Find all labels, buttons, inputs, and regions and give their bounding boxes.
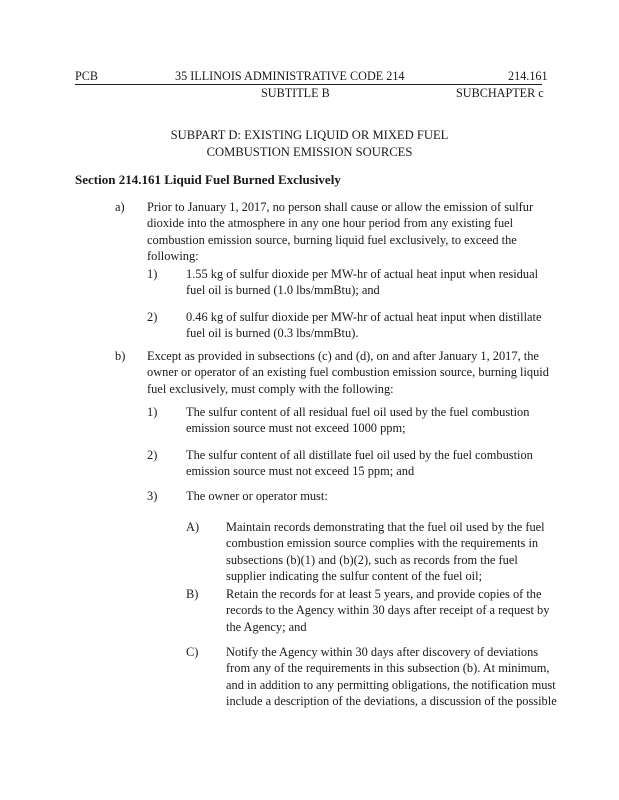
paragraph-label-a: a) — [115, 200, 125, 214]
item-b3 — [186, 488, 328, 504]
item-label-b1: 1) — [147, 405, 158, 419]
text-line: combustion emission source complies with the requirements in — [226, 536, 539, 551]
subitem-C — [226, 644, 557, 710]
item-label-a2: 2) — [147, 310, 158, 324]
header-code: 35 ILLINOIS ADMINISTRATIVE CODE 214 — [175, 69, 405, 83]
text-line: Retain the records for at least 5 years, and provide copies of the — [226, 587, 542, 601]
subitem-label-B: B) — [186, 587, 199, 601]
header-agency: PCB — [75, 69, 99, 83]
text-line: The sulfur content of all distillate fuel oil used by the fuel combustion — [186, 448, 533, 462]
text-line: the Agency; and — [226, 619, 307, 634]
text-line: emission source must not exceed 15 ppm; and — [186, 464, 415, 479]
header-subtitle: SUBTITLE B — [261, 86, 330, 100]
subitem-label-A: A) — [186, 520, 200, 534]
item-label-b2: 2) — [147, 448, 158, 462]
text-line: Except as provided in subsections (c) and (d), on and after January 1, 2017, the — [147, 349, 539, 363]
text-line: records to the Agency within 30 days after receipt of a request by — [226, 603, 550, 618]
item-label-b3: 3) — [147, 489, 158, 503]
section-heading: Section 214.161 Liquid Fuel Burned Exclusively — [75, 172, 341, 187]
text-line: include a description of the deviations, a discussion of the possible — [226, 694, 557, 709]
subitem-A — [226, 519, 545, 585]
header-subchapter: SUBCHAPTER c — [456, 86, 544, 100]
text-line: and in addition to any permitting obligations, the notification must — [226, 677, 556, 692]
subitem-label-C: C) — [186, 645, 199, 659]
text-line: supplier indicating the sulfur content of the fuel oil; — [226, 569, 483, 584]
paragraph-label-b: b) — [115, 349, 126, 363]
text-line: combustion emission source, burning liquid fuel exclusively, to exceed the — [147, 232, 517, 247]
subpart-title-line: SUBPART D: EXISTING LIQUID OR MIXED FUEL — [170, 128, 449, 142]
item-b2 — [186, 447, 533, 480]
text-line: dioxide into the atmosphere in any one hour period from any existing fuel — [147, 216, 514, 231]
paragraph-b — [147, 348, 549, 397]
item-b1 — [186, 404, 529, 437]
text-line: owner or operator of an existing fuel combustion emission source, burning liquid — [147, 365, 549, 380]
text-line: 0.46 kg of sulfur dioxide per MW-hr of actual heat input when distillate — [186, 310, 542, 324]
text-line: fuel oil is burned (0.3 lbs/mmBtu). — [186, 326, 359, 341]
text-line: emission source must not exceed 1000 ppm; — [186, 421, 406, 436]
text-line: Maintain records demonstrating that the fuel oil used by the fuel — [226, 520, 545, 534]
paragraph-a — [147, 199, 533, 265]
text-line: fuel exclusively, must comply with the following: — [147, 381, 394, 396]
text-line: fuel oil is burned (1.0 lbs/mmBtu); and — [186, 283, 380, 298]
header-rule — [75, 84, 542, 85]
text-line: The sulfur content of all residual fuel oil used by the fuel combustion — [186, 405, 530, 419]
text-line: Notify the Agency within 30 days after discovery of deviations — [226, 645, 539, 659]
text-line: following: — [147, 249, 199, 264]
header-section-number: 214.161 — [508, 69, 548, 83]
text-line: Prior to January 1, 2017, no person shall cause or allow the emission of sulfur — [147, 200, 534, 214]
subpart-title — [0, 127, 619, 161]
text-line: 1.55 kg of sulfur dioxide per MW-hr of actual heat input when residual — [186, 267, 539, 281]
item-label-a1: 1) — [147, 267, 158, 281]
subitem-B — [226, 586, 549, 635]
item-a1 — [186, 266, 538, 299]
text-line: from any of the requirements in this subsection (b). At minimum, — [226, 661, 550, 676]
subpart-title-line: COMBUSTION EMISSION SOURCES — [206, 145, 413, 159]
text-line: The owner or operator must: — [186, 489, 328, 503]
item-a2 — [186, 309, 541, 342]
text-line: subsections (b)(1) and (b)(2), such as records from the fuel — [226, 552, 518, 567]
